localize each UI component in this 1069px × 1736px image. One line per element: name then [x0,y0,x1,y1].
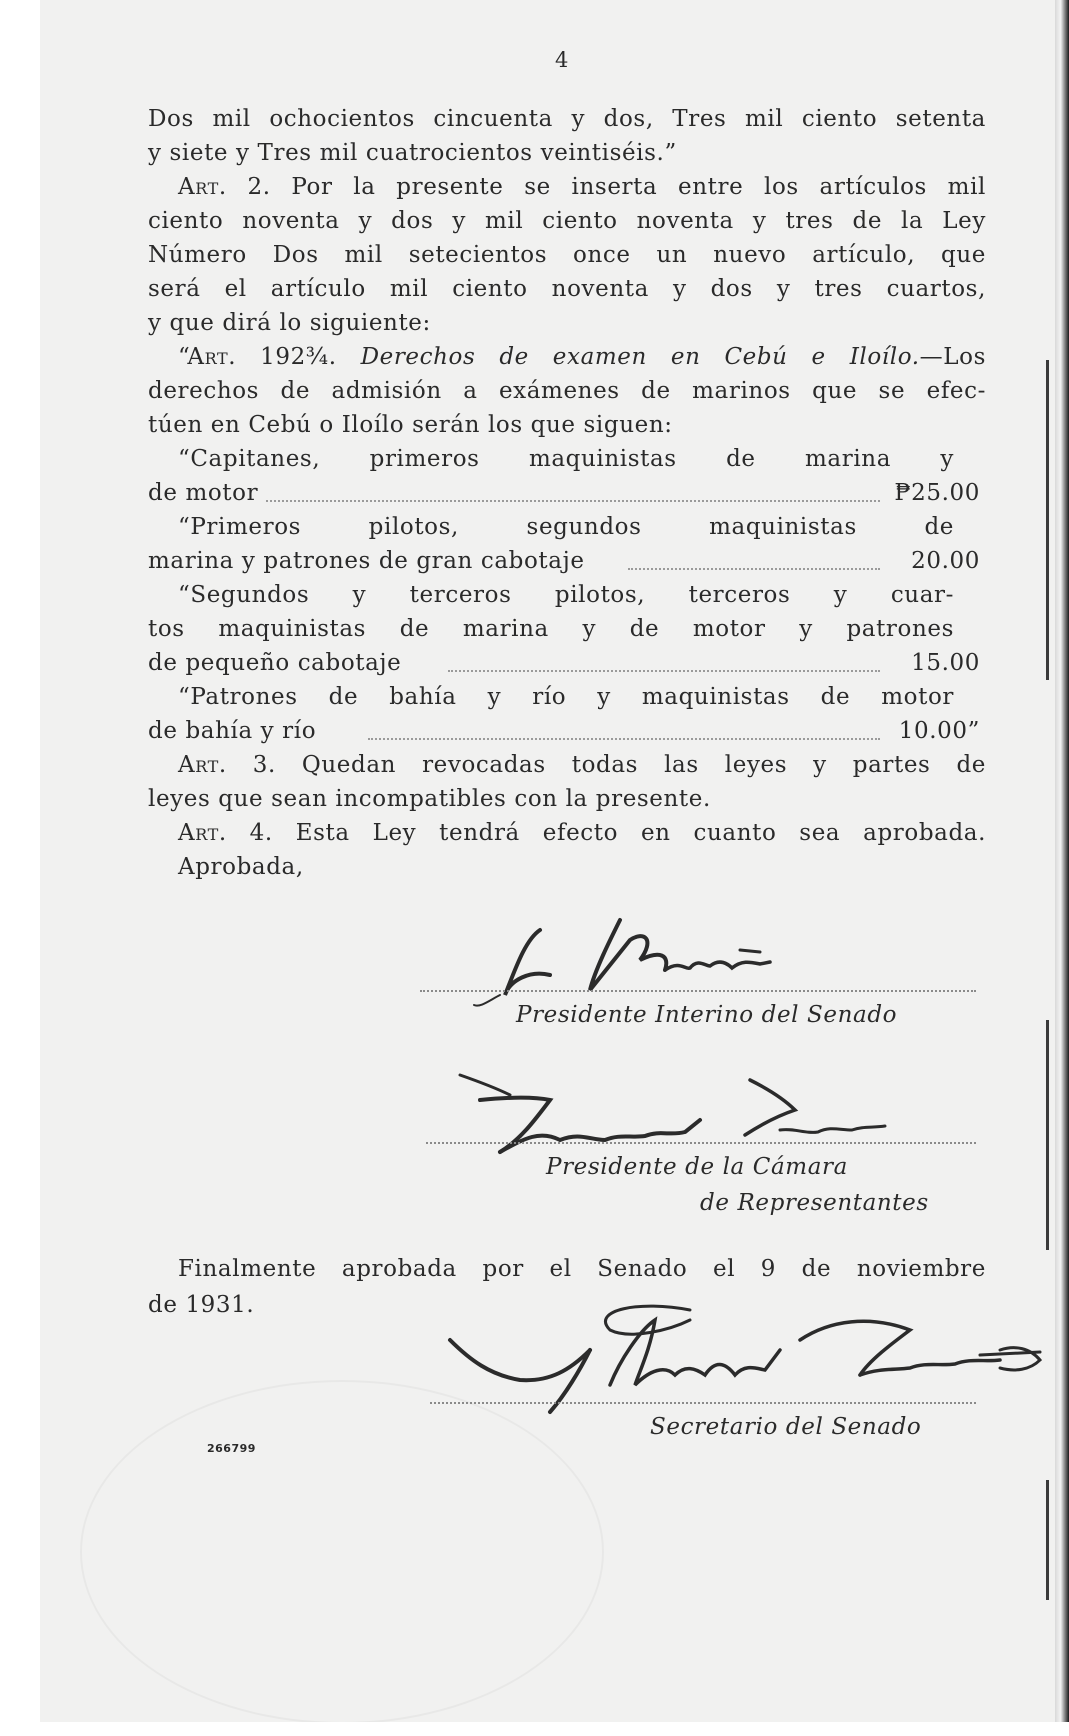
final-approval-line: Finalmente aprobada por el Senado el 9 de noviembre [178,1256,986,1282]
fee-description: “Patrones de bahía y río y maquinistas de motor [178,684,954,710]
page-number: 4 [555,48,570,72]
body-line: túen en Cebú o Iloílo serán los que siguen: [148,412,673,438]
fee-amount: 15.00 [905,646,980,680]
fee-amount: 10.00” [893,714,980,748]
leader-dots [448,670,880,672]
article-text: 3. Quedan revocadas todas las leyes y partes de [226,752,986,778]
fee-row [148,714,980,748]
article-text: 2. Por la presente se inserta entre los artículos mil [226,174,986,200]
article-label: Art. [178,174,227,200]
body-line: y siete y Tres mil cuatrocientos veintiséis.” [148,140,677,166]
fee-description: “Primeros pilotos, segundos maquinistas de [178,514,954,540]
fee-label: de motor [148,476,264,510]
article-label: “Art. [178,344,237,370]
body-line: ciento noventa y dos y mil ciento noventa y tres de la Ley [148,208,986,234]
fee-description: “Capitanes, primeros maquinistas de marina y [178,446,954,472]
body-line: será el artículo mil ciento noventa y dos y tres cuartos, [148,276,986,302]
binding-shadow [1046,1020,1049,1250]
archive-footer [0,1722,1069,1736]
leader-dots [258,500,880,502]
approved-label: Aprobada, [178,854,304,880]
article-4-line [178,816,986,850]
body-line: y que dirá lo siguiente: [148,310,431,336]
article-text: 4. Esta Ley tendrá efecto en cuanto sea aprobada. [226,820,986,846]
article-3-line [178,748,986,782]
article-title: Derechos de examen en Cebú e Iloílo. [360,344,920,370]
fee-label: de bahía y río [148,714,322,748]
body-line: derechos de admisión a exámenes de marinos que se efec- [148,378,986,404]
page-binding-edge [1055,0,1069,1722]
fee-amount: ₱25.00 [888,476,980,510]
signature-line [426,1142,976,1144]
signatory-title: Presidente Interino del Senado [516,1002,898,1028]
article-2-heading-line [178,170,986,204]
signature-line [420,990,976,992]
page-left-margin [0,0,40,1722]
final-approval-line: de 1931. [148,1292,255,1318]
fee-label: marina y patrones de gran cabotaje [148,544,591,578]
body-line: leyes que sean incompatibles con la presente. [148,786,711,812]
fee-row [148,646,980,680]
signatory-title: Secretario del Senado [650,1414,922,1440]
body-line: Número Dos mil setecientos once un nuevo artículo, que [148,242,986,268]
article-label: Art. [178,820,227,846]
fee-row [148,544,980,578]
article-label: Art. [178,752,227,778]
fee-description: tos maquinistas de marina y de motor y patrones [148,616,954,642]
body-line: Dos mil ochocientos cincuenta y dos, Tres mil ciento setenta [148,106,986,132]
binding-shadow [1046,360,1049,680]
fee-label: de pequeño cabotaje [148,646,407,680]
signature-senate-secretary [440,1290,1060,1420]
signature-senate-president [470,900,800,1010]
embossed-seal [80,1380,604,1724]
leader-dots [628,568,880,570]
binding-shadow [1046,1480,1049,1600]
leader-dots [368,738,880,740]
article-192-heading-line [178,340,986,374]
fee-row [148,476,980,510]
signatory-title: de Representantes [700,1190,929,1216]
fee-description: “Segundos y terceros pilotos, terceros y cuar- [178,582,954,608]
article-number: 192¾. [236,344,361,370]
article-text: —Los [919,344,986,370]
reference-number: 266799 [207,1442,256,1455]
fee-amount: 20.00 [905,544,980,578]
signature-line [430,1402,976,1404]
signatory-title: Presidente de la Cámara [546,1154,848,1180]
